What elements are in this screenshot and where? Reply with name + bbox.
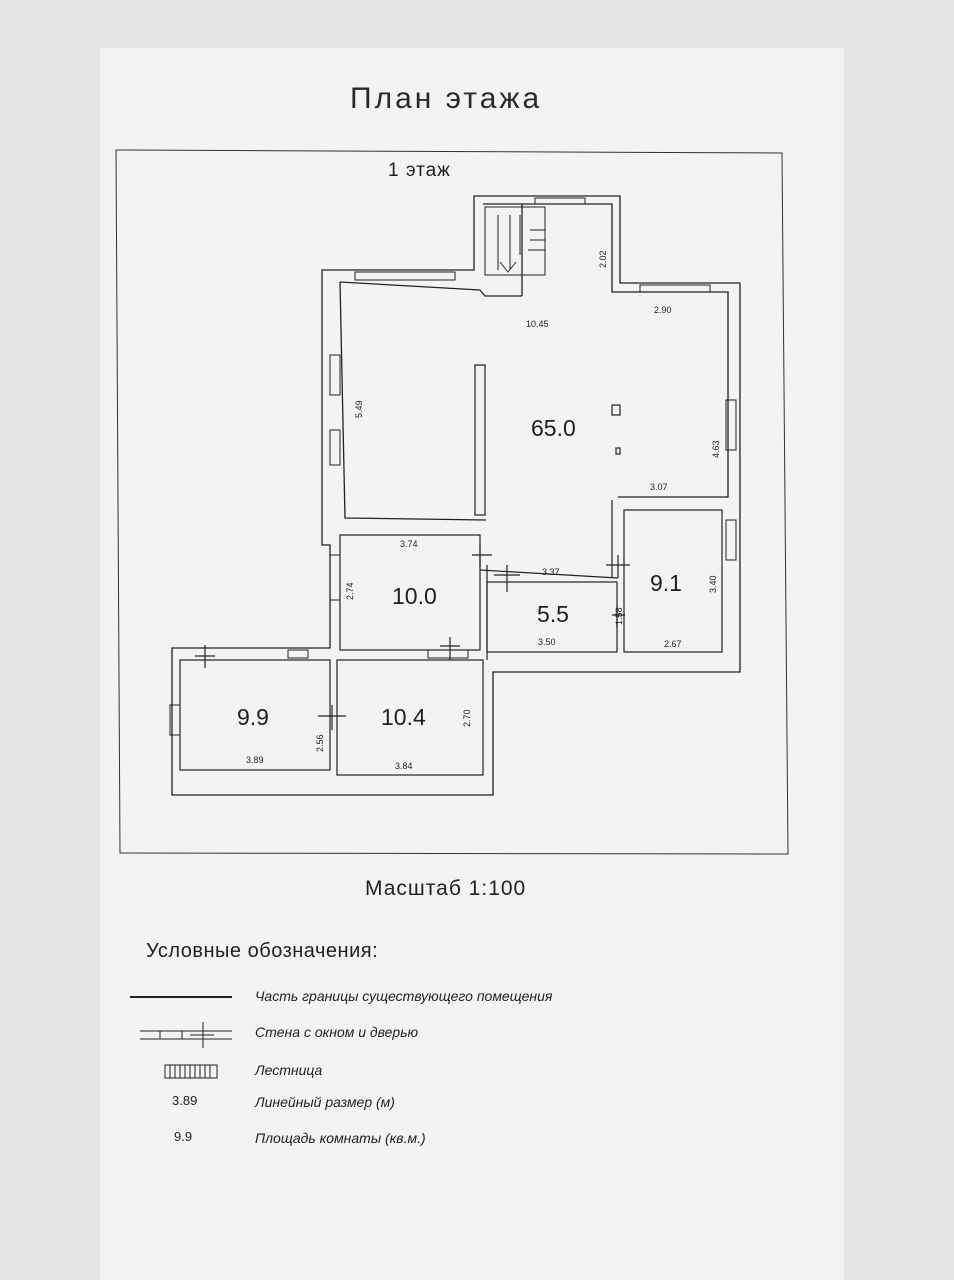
dimension-label: 3.89 [246, 755, 264, 765]
room-area-bedroom-center: 10.0 [392, 583, 437, 609]
dimension-label: 2.70 [462, 709, 472, 727]
page-title: План этажа [350, 82, 543, 115]
room-area-room-right: 9.1 [650, 570, 682, 596]
windows [170, 198, 736, 735]
legend-stairs-symbol [165, 1065, 217, 1078]
legend-item-label: Стена с окном и дверью [255, 1024, 419, 1040]
dimension-label: 3.74 [400, 539, 418, 549]
dimension-label: 2.02 [598, 250, 608, 268]
dimension-label: 3.07 [650, 482, 668, 492]
room-area-room-left: 9.9 [237, 704, 269, 730]
dimension-label: 10.45 [526, 319, 549, 329]
legend-title: Условные обозначения: [146, 940, 379, 962]
dimension-label: 2.56 [315, 734, 325, 752]
legend-item-label: Площадь комнаты (кв.м.) [255, 1130, 426, 1146]
scale-label: Масштаб 1:100 [365, 877, 527, 900]
legend-item-label: Лестница [255, 1062, 323, 1078]
room-area-room-bottom: 10.4 [381, 704, 426, 730]
legend-wall-window-door-symbol [140, 1022, 232, 1048]
legend-item-label: Часть границы существующего помещения [255, 988, 553, 1004]
dimension-label: 4.63 [711, 440, 721, 458]
room-area-bathroom: 5.5 [537, 601, 569, 627]
door-marks [195, 545, 630, 730]
dimension-label: 1.58 [614, 607, 624, 625]
legend-item-label: Линейный размер (м) [255, 1094, 395, 1110]
dimension-label: 5.49 [354, 400, 364, 418]
dimension-label: 2.67 [664, 639, 682, 649]
staircase [485, 207, 545, 275]
legend-symbols [130, 997, 232, 1078]
floor-label: 1 этаж [388, 160, 451, 181]
dimension-label: 3.40 [708, 575, 718, 593]
legend-symbol-area: 9.9 [174, 1129, 193, 1144]
room-area-living: 65.0 [531, 415, 576, 441]
legend-symbol-dimension: 3.89 [172, 1093, 198, 1108]
dimension-label: 2.74 [345, 582, 355, 600]
dimension-label: 2.90 [654, 305, 672, 315]
dimension-label: 3.84 [395, 761, 413, 771]
plan-frame [116, 150, 788, 854]
dimension-label: 3.37 [542, 567, 560, 577]
dimension-label: 3.50 [538, 637, 556, 647]
